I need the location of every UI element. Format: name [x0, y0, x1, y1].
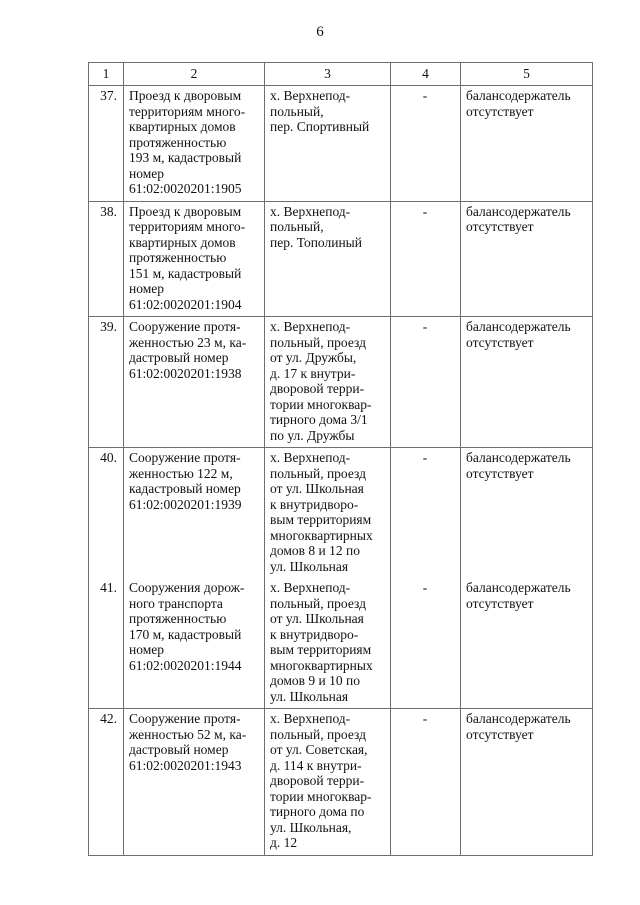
- row-number: 39.: [89, 317, 124, 448]
- balance-holder: балансодержатель отсутствует: [461, 201, 593, 317]
- column-header-5: 5: [461, 63, 593, 86]
- object-address: х. Верхнепод- польный, проезд от ул. Дружбы, д. 17 к внутри- дворовой терри- тории многоквар- тирного дома 3/1 по ул. Дружбы: [265, 317, 391, 448]
- object-address: х. Верхнепод- польный, пер. Тополиный: [265, 201, 391, 317]
- object-address: х. Верхнепод- польный, проезд от ул. Школьная к внутридворо- вым территориям многоквартирных домов 8 и 12 по ул. Школьная: [265, 448, 391, 579]
- table-row: [89, 201, 593, 317]
- row-number: 42.: [89, 709, 124, 856]
- balance-holder: балансодержатель отсутствует: [461, 448, 593, 579]
- table-row: [89, 448, 593, 579]
- column-4-value: -: [391, 317, 461, 448]
- column-header-3: 3: [265, 63, 391, 86]
- column-header-1: 1: [89, 63, 124, 86]
- object-name: Сооружения дорож- ного транспорта протяженностью 170 м, кадастровый номер 61:02:0020201:1944: [124, 578, 265, 709]
- column-4-value: -: [391, 578, 461, 709]
- object-address: х. Верхнепод- польный, проезд от ул. Школьная к внутридворо- вым территориям многоквартирных домов 9 и 10 по ул. Школьная: [265, 578, 391, 709]
- column-4-value: -: [391, 448, 461, 579]
- balance-holder: балансодержатель отсутствует: [461, 709, 593, 856]
- object-address: х. Верхнепод- польный, пер. Спортивный: [265, 86, 391, 202]
- property-registry-table: [88, 62, 593, 856]
- table-row: [89, 86, 593, 202]
- object-name: Проезд к дворовым территориям много- квартирных домов протяженностью 193 м, кадастровый номер 61:02:0020201:1905: [124, 86, 265, 202]
- balance-holder: балансодержатель отсутствует: [461, 317, 593, 448]
- object-name: Сооружение протя- женностью 23 м, ка- дастровый номер 61:02:0020201:1938: [124, 317, 265, 448]
- row-number: 41.: [89, 578, 124, 709]
- object-name: Сооружение протя- женностью 52 м, ка- дастровый номер 61:02:0020201:1943: [124, 709, 265, 856]
- object-name: Проезд к дворовым территориям много- квартирных домов протяженностью 151 м, кадастровый номер 61:02:0020201:1904: [124, 201, 265, 317]
- table-header-row: [89, 63, 593, 86]
- row-number: 37.: [89, 86, 124, 202]
- column-4-value: -: [391, 709, 461, 856]
- table-row: [89, 317, 593, 448]
- balance-holder: балансодержатель отсутствует: [461, 578, 593, 709]
- row-number: 40.: [89, 448, 124, 579]
- object-address: х. Верхнепод- польный, проезд от ул. Советская, д. 114 к внутри- дворовой терри- тории многоквар- тирного дома по ул. Школьная, д. 12: [265, 709, 391, 856]
- page-number: 6: [316, 24, 324, 40]
- row-number: 38.: [89, 201, 124, 317]
- table-row: [89, 709, 593, 856]
- table-row: [89, 578, 593, 709]
- balance-holder: балансодержатель отсутствует: [461, 86, 593, 202]
- column-header-4: 4: [391, 63, 461, 86]
- column-4-value: -: [391, 86, 461, 202]
- object-name: Сооружение протя- женностью 122 м, кадастровый номер 61:02:0020201:1939: [124, 448, 265, 579]
- column-4-value: -: [391, 201, 461, 317]
- column-header-2: 2: [124, 63, 265, 86]
